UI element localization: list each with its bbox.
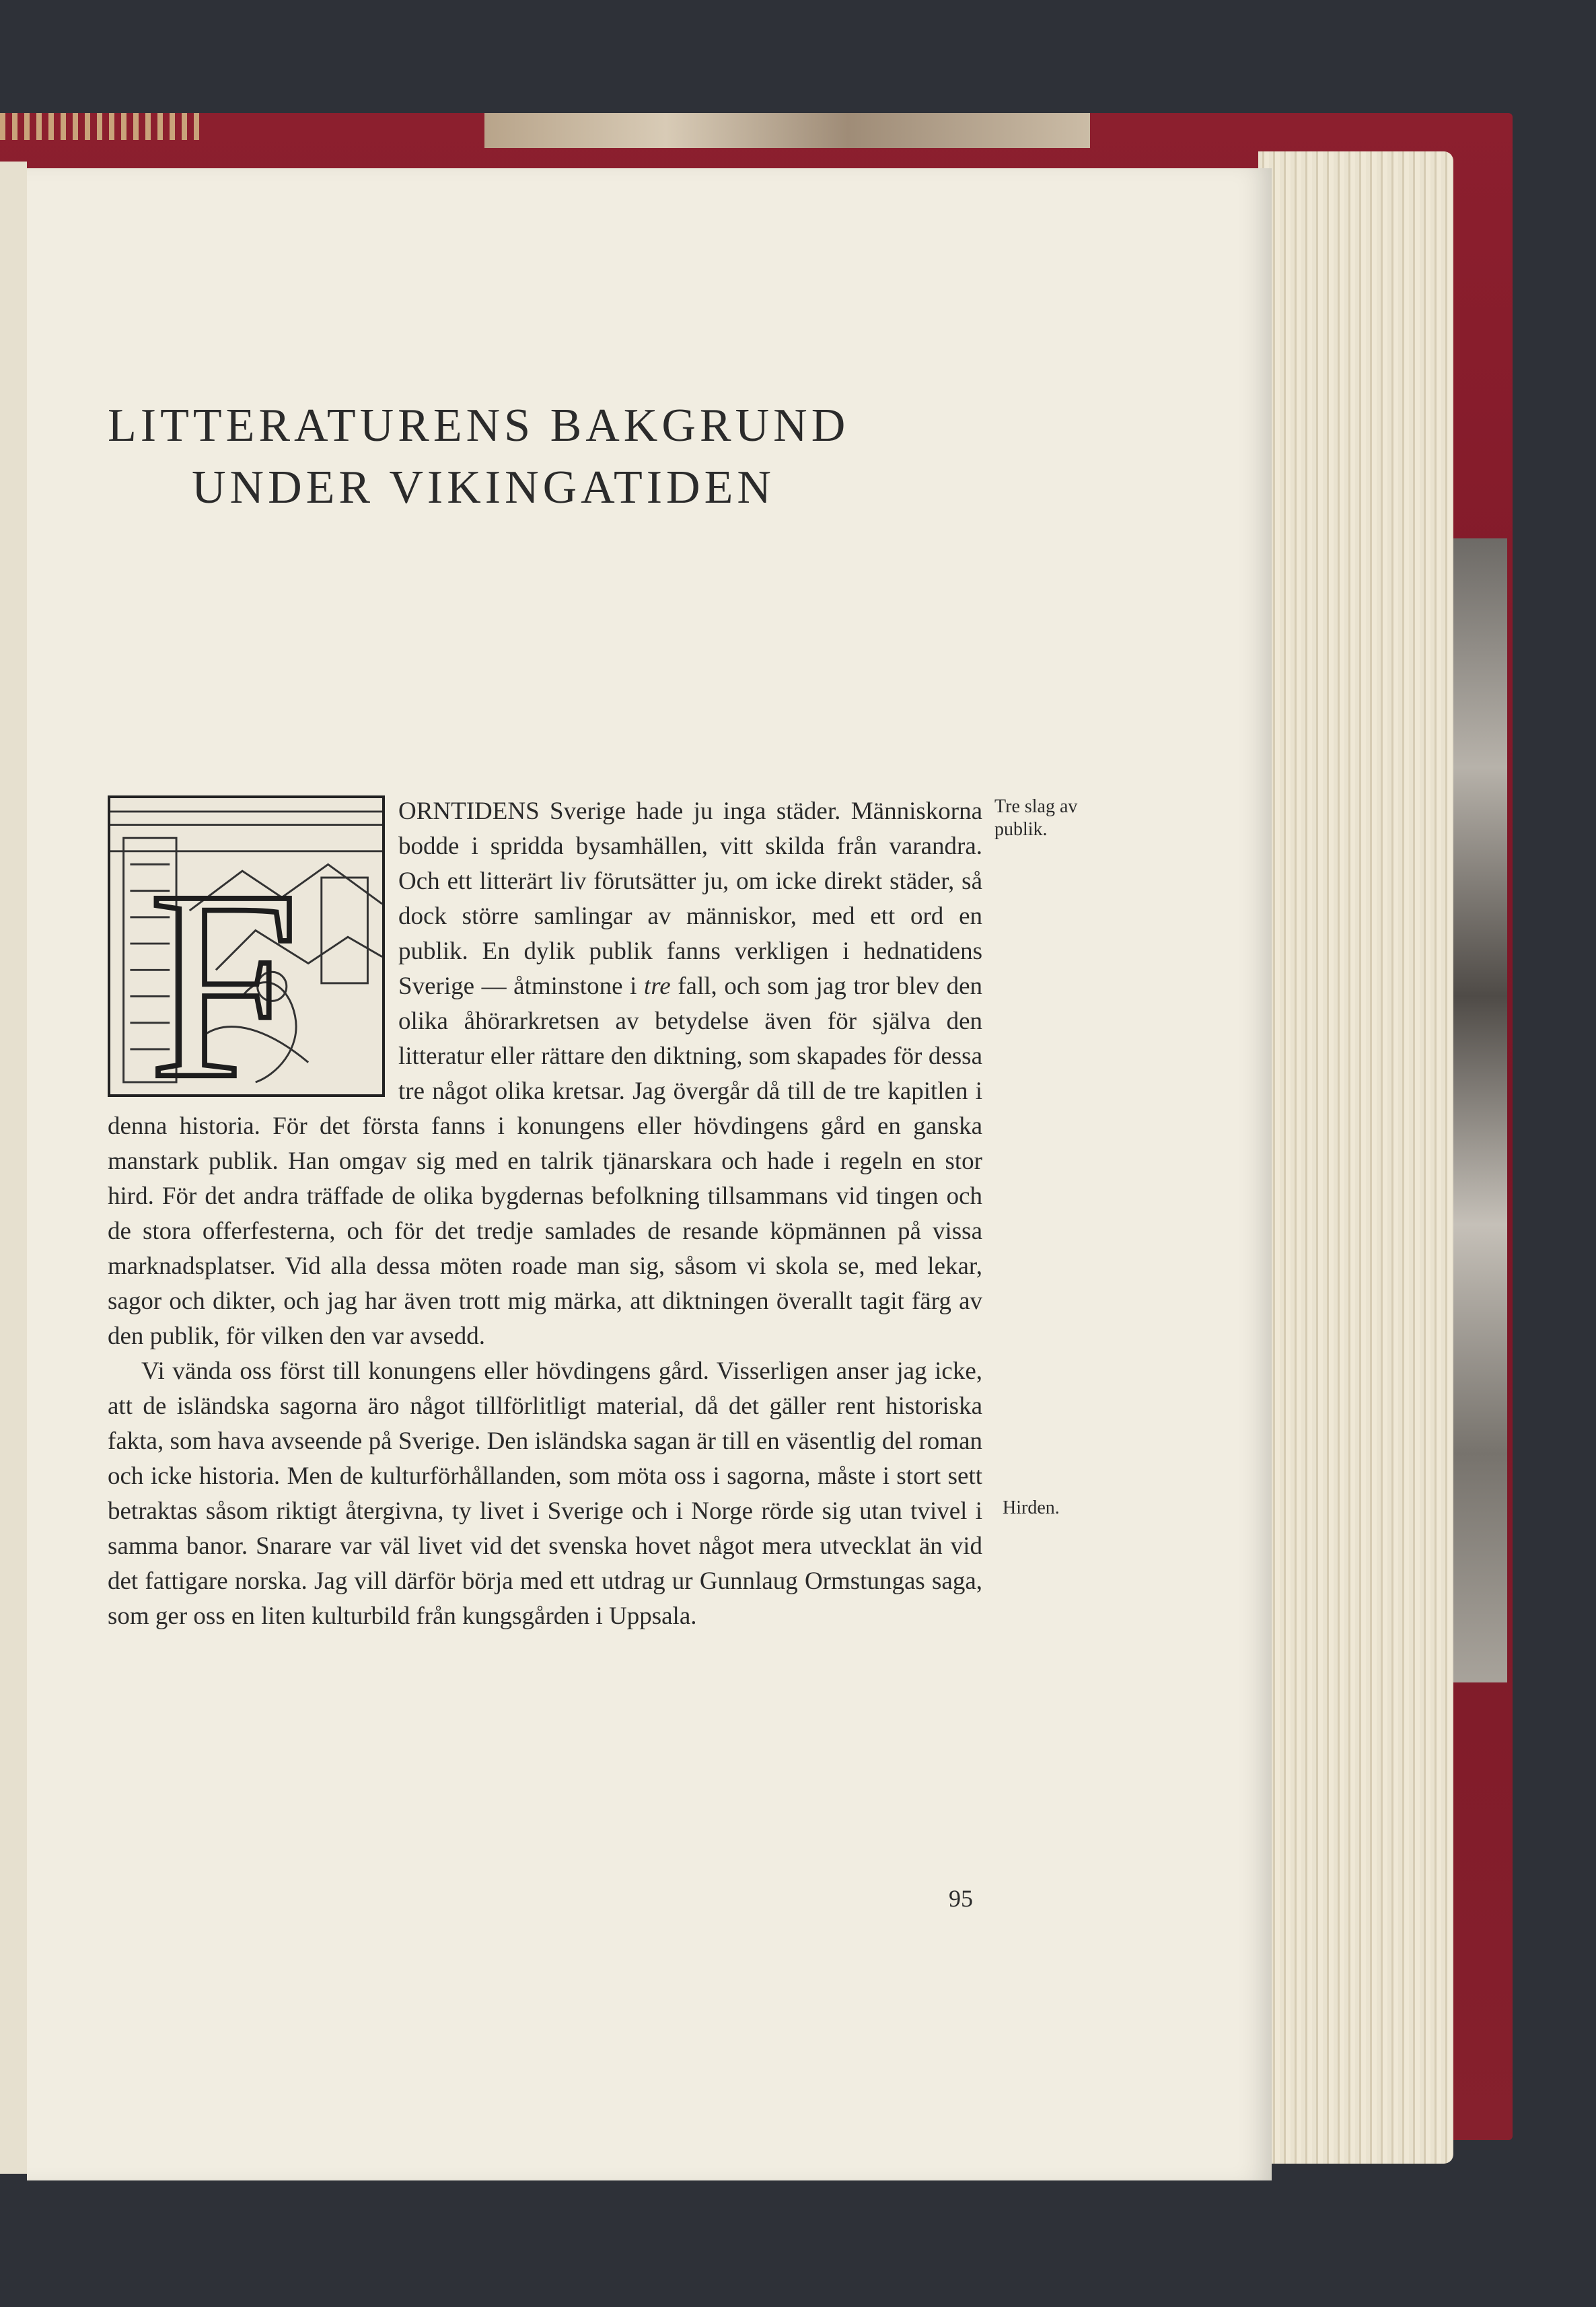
marbled-cover-side <box>1453 538 1507 1682</box>
marbled-cover-top <box>484 113 1090 148</box>
chapter-title-line-2: UNDER VIKINGATIDEN <box>192 461 775 513</box>
paragraph-1-italic-word: tre <box>643 972 671 1000</box>
chapter-title-line-1: LITTERATURENS BAKGRUND <box>108 399 850 452</box>
page-block-edges <box>1258 151 1453 2164</box>
drop-cap-letter: F <box>148 835 299 1094</box>
page-number: 95 <box>949 1885 973 1912</box>
paragraph-2: Vi vända oss först till konungens eller hövdingens gård. Visserligen anser jag icke, att de isländska sagorna äro något tillförlitligt material, då det gäller rent historiska fakta, som hava avseende på Sverige. Den isländska sagan är till en väsentlig del roman och icke historia. Men de kulturförhållanden, som möta oss i sagorna, måste i stort sett betraktas såsom riktigt återgivna, ty livet i Sverige och i Norge rörde sig utan tvivel i samma banor. Snarare var väl livet vid det svenska hovet något mera utvecklat än vid det fattigare norska. Jag vill därför börja med ett utdrag ur Gunnlaug Ormstungas saga, som ger oss en liten kulturbild från kungsgården i Uppsala. <box>108 1357 982 1630</box>
paragraph-1-text-b: fall, och som jag tror blev den olika åhörarkretsen av betydelse även för själva den litteratur eller rättare den diktning, som skapades för dessa tre något olika kretsar. Jag övergår då till de tre kapitlen i denna historia. För det första fanns i konungens eller hövdingens gård en ganska manstark publik. Han omgav sig med en talrik tjänarskara och hade i regeln en stor hird. För det andra träffade de olika bygdernas befolkning tillsammans vid tingen och de stora offerfesterna, och för det tredje samlades de resande köpmännen på vissa marknadsplatser. Vid alla dessa möten roade man sig, såsom vi skola se, med lekar, sagor och dikter, och jag har även trott mig märka, att diktningen överallt tagit färg av den publik, för vilken den var avsedd. <box>108 972 982 1350</box>
book-spine-edge <box>0 113 202 140</box>
margin-note-hirden: Hirden. <box>1003 1497 1060 1518</box>
chapter-title <box>108 395 1050 519</box>
left-page-edge <box>0 162 27 2174</box>
paragraph-1-text-a: ORNTIDENS Sverige hade ju inga städer. Människorna bodde i spridda bysamhällen, vitt skilda från varandra. Och ett litterärt liv förutsätter ju, om icke direkt städer, så dock större samlingar av människor, med ett ord en publik. En dylik publik fanns verkligen i hednatidens Sverige — åtminstone i <box>398 797 982 1000</box>
margin-note-publik: Tre slag av publik. <box>994 796 1078 840</box>
body-text <box>108 794 982 1634</box>
